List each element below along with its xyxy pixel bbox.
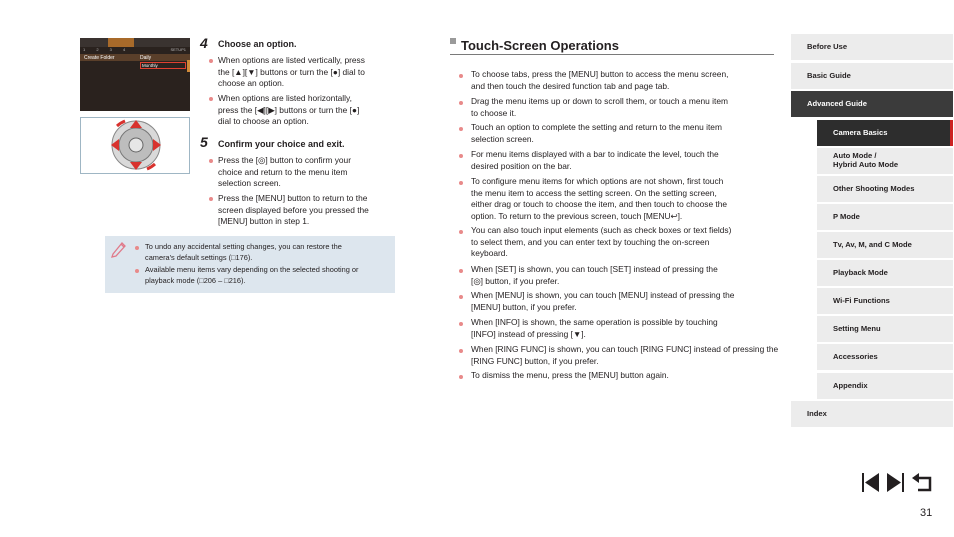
nav-item-label: Camera Basics [833, 128, 888, 137]
step-5-bullet-2 [218, 193, 369, 228]
text-line: playback mode (□206 – □216). [145, 275, 246, 285]
touch-operation-item [471, 290, 734, 313]
bullet-icon [209, 197, 213, 201]
nav-item-index[interactable] [791, 401, 953, 427]
bullet-icon [459, 230, 463, 234]
text-line: Available menu items vary depending on the selected shooting or [145, 265, 359, 274]
previous-page-icon[interactable] [862, 473, 879, 492]
step-4-bullet-1 [218, 55, 365, 90]
step-5-number: 5 [200, 134, 208, 150]
text-line: Press the [MENU] button to return to the [218, 193, 368, 203]
nav-item-label: Before Use [807, 42, 848, 51]
text-line: When [RING FUNC] is shown, you can touch [RING FUNC] instead of pressing the [471, 344, 779, 354]
text-line: [MENU] button in step 1. [218, 216, 310, 226]
step-5-title: Confirm your choice and exit. [218, 139, 345, 149]
text-line: To configure menu items for which options are not shown, first touch [471, 176, 724, 186]
return-icon[interactable] [912, 473, 932, 492]
touch-operation-item [471, 149, 719, 172]
section-marker [450, 38, 456, 44]
text-line: When [MENU] is shown, you can touch [MENU] instead of pressing the [471, 290, 735, 300]
nav-item-basic-guide[interactable] [791, 63, 953, 89]
bullet-icon [135, 269, 139, 273]
text-line: To choose tabs, press the [MENU] button to access the menu screen, [471, 69, 729, 79]
step-5-bullet-1 [218, 155, 351, 190]
nav-item-label: P Mode [833, 212, 860, 221]
nav-item-label: Auto Mode / Hybrid Auto Mode [833, 151, 899, 169]
camera-tab-strip [80, 38, 190, 47]
bullet-icon [459, 154, 463, 158]
text-line: To dismiss the menu, press the [MENU] button again. [471, 370, 669, 380]
step-4-number: 4 [200, 35, 208, 51]
bullet-icon [209, 97, 213, 101]
nav-item-label: Other Shooting Modes [833, 184, 915, 193]
bullet-icon [209, 159, 213, 163]
nav-item-auto-mode-hybrid-auto-mode[interactable] [817, 148, 953, 174]
text-line: screen displayed before you pressed the [218, 204, 369, 215]
step-4-bullet-2 [218, 93, 359, 128]
text-line: camera's default settings (□176). [145, 252, 253, 262]
text-line: [INFO] instead of pressing [▼]. [471, 328, 586, 339]
text-line: choice and return to the menu item [218, 166, 348, 177]
text-line: You can also touch input elements (such as check boxes or text fields) [471, 225, 732, 235]
nav-item-label: Appendix [833, 381, 868, 390]
touch-operation-item [471, 96, 728, 119]
bullet-icon [459, 181, 463, 185]
note-item-1 [145, 242, 342, 263]
nav-item-label: Playback Mode [833, 268, 888, 277]
nav-item-camera-basics[interactable] [817, 120, 953, 146]
text-line: dial to choose an option. [218, 116, 309, 126]
nav-item-advanced-guide[interactable] [791, 91, 953, 117]
nav-item-accessories[interactable] [817, 344, 953, 370]
camera-tab-numbers: 1 2 3 4 [83, 47, 131, 52]
text-line: For menu items displayed with a bar to indicate the level, touch the [471, 149, 719, 159]
nav-item-wi-fi-functions[interactable] [817, 288, 953, 314]
bullet-icon [209, 59, 213, 63]
dial-icon [81, 118, 189, 173]
text-line: desired position on the bar. [471, 160, 572, 171]
text-line: the [▲][▼] buttons or turn the [●] dial to [218, 66, 365, 77]
nav-item-label: Advanced Guide [807, 99, 867, 108]
note-item-2 [145, 265, 359, 286]
camera-row-value: Daily [140, 55, 152, 61]
next-page-icon[interactable] [887, 473, 904, 492]
nav-item-p-mode[interactable] [817, 204, 953, 230]
nav-item-playback-mode[interactable] [817, 260, 953, 286]
pencil-icon [110, 240, 128, 258]
nav-item-label: Index [807, 409, 827, 418]
nav-item-label: Setting Menu [833, 324, 881, 333]
text-line: choose an option. [218, 78, 285, 88]
bullet-icon [459, 295, 463, 299]
camera-row-label: Create Folder [84, 55, 115, 61]
nav-item-label: Basic Guide [807, 71, 851, 80]
text-line: [RING FUNC] button, if you prefer. [471, 355, 599, 366]
bullet-icon [459, 349, 463, 353]
touch-operation-item [471, 176, 727, 222]
nav-item-setting-menu[interactable] [817, 316, 953, 342]
nav-item-label: Tv, Av, M, and C Mode [833, 240, 912, 249]
nav-item-other-shooting-modes[interactable] [817, 176, 953, 202]
bullet-icon [459, 269, 463, 273]
nav-item-appendix[interactable] [817, 373, 953, 399]
text-line: selection screen. [218, 178, 281, 188]
text-line: to select them, and you can enter text by touching the on-screen [471, 236, 710, 247]
camera-tab-label: SETUP1 [170, 47, 186, 52]
nav-item-label: Accessories [833, 352, 878, 361]
text-line: Drag the menu items up or down to scroll them, or touch a menu item [471, 96, 728, 106]
text-line: [◎] button, if you prefer. [471, 275, 560, 286]
camera-active-tab [108, 38, 134, 47]
nav-item-tv-av-m-and-c-mode[interactable] [817, 232, 953, 258]
bullet-icon [459, 375, 463, 379]
touch-operation-item [471, 264, 718, 287]
text-line: and then touch the desired function tab and page tab. [471, 80, 670, 91]
touch-operation-item [471, 317, 718, 340]
note-box [105, 236, 395, 293]
text-line: When [SET] is shown, you can touch [SET] instead of pressing the [471, 264, 718, 274]
bullet-icon [459, 322, 463, 326]
text-line: the menu item to access the setting screen. On the setting screen, [471, 187, 717, 198]
bullet-icon [459, 127, 463, 131]
bullet-icon [459, 74, 463, 78]
page-number: 31 [920, 507, 933, 519]
text-line: [MENU] button, if you prefer. [471, 301, 577, 312]
text-line: Touch an option to complete the setting and return to the menu item [471, 122, 722, 132]
text-line: When [INFO] is shown, the same operation is possible by touching [471, 317, 718, 327]
text-line: To undo any accidental setting changes, you can restore the [145, 242, 342, 251]
section-divider [450, 54, 774, 55]
control-dial-illustration [80, 117, 190, 174]
camera-scroll-bar [187, 60, 190, 72]
bullet-icon [135, 246, 139, 250]
step-4-title: Choose an option. [218, 39, 297, 49]
bullet-icon [459, 101, 463, 105]
text-line: selection screen. [471, 133, 534, 144]
text-line: Press the [◎] button to confirm your [218, 155, 351, 165]
nav-item-label: Wi-Fi Functions [833, 296, 890, 305]
nav-item-before-use[interactable] [791, 34, 953, 60]
touch-operation-item [471, 69, 728, 92]
text-line: press the [◀][▶] buttons or turn the [●] [218, 104, 360, 115]
touch-operation-item [471, 370, 669, 382]
section-title: Touch-Screen Operations [461, 38, 619, 53]
touch-operation-item [471, 344, 778, 367]
text-line: option. To return to the previous screen, touch [MENU↩]. [471, 210, 683, 221]
touch-operation-item [471, 225, 731, 260]
text-line: keyboard. [471, 248, 508, 258]
camera-selected-value: Monthly [142, 63, 158, 68]
touch-operation-item [471, 122, 722, 145]
text-line: either drag or touch to choose the item, and then touch to choose the [471, 199, 728, 209]
camera-menu-screen [80, 38, 190, 111]
text-line: to choose it. [471, 107, 517, 118]
text-line: When options are listed vertically, press [218, 55, 365, 65]
text-line: When options are listed horizontally, [218, 93, 352, 103]
